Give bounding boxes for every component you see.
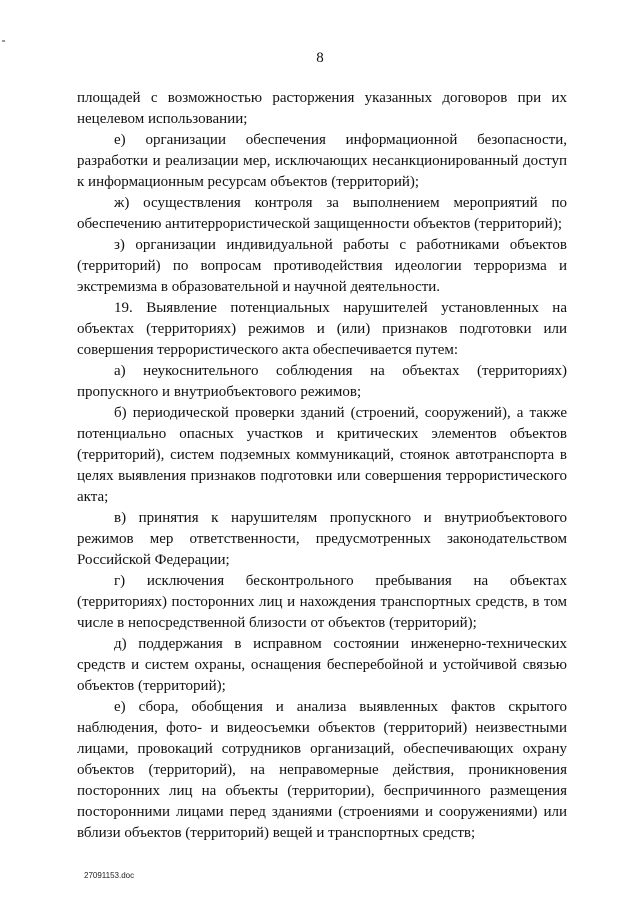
page-number: 8 — [316, 50, 324, 66]
paragraph-item-z-individual-work: з) организации индивидуальной работы с работниками объектов (территорий) по вопросам противодействия идеологии терроризма и экстремизма в образовательной и научной деятельности. — [77, 237, 567, 295]
paragraph-item-e-analysis: е) сбора, обобщения и анализа выявленных фактов скрытого наблюдения, фото- и видеосъемки объектов (территорий) неизвестными лицами, провокаций сотрудников организаций, обеспечивающих охрану объектов (территорий), на неправомерные действия, проникновения посторонних лиц на объекты (территории), беспричинного размещения посторонними лицами перед зданиями (строениями и сооружениями) или вблизи объектов (территорий) вещей и транспортных средств; — [77, 699, 567, 841]
paragraph-item-d-security-systems: д) поддержания в исправном состоянии инженерно-технических средств и систем охраны, оснащения бесперебойной и устойчивой связью объектов (территорий); — [77, 636, 567, 694]
paragraph-item-a-regime: а) неукоснительного соблюдения на объектах (территориях) пропускного и внутриобъектового режимов; — [77, 363, 567, 400]
paragraph-item-v-liability: в) принятия к нарушителям пропускного и внутриобъектового режимов мер ответственности, предусмотренных законодательством Российской Федерации; — [77, 510, 567, 568]
scan-artifact — [2, 40, 5, 42]
paragraph-section-19: 19. Выявление потенциальных нарушителей установленных на объектах (территориях) режимов и (или) признаков подготовки или совершения террористического акта обеспечивается путем: — [77, 300, 567, 358]
footer-filename: 27091153.doc — [84, 871, 135, 880]
paragraph-item-zh-control: ж) осуществления контроля за выполнением мероприятий по обеспечению антитеррористической защищенности объектов (территорий); — [77, 195, 567, 232]
paragraph-item-e-infosec: е) организации обеспечения информационной безопасности, разработки и реализации мер, исключающих несанкционированный доступ к информационным ресурсам объектов (территорий); — [77, 132, 567, 190]
paragraph-item-g-unauthorized-presence: г) исключения бесконтрольного пребывания на объектах (территориях) посторонних лиц и нахождения транспортных средств, в том числе в непосредственной близости от объектов (территорий); — [77, 573, 567, 631]
document-body — [77, 88, 567, 844]
paragraph-continuation: площадей с возможностью расторжения указанных договоров при их нецелевом использовании; — [77, 90, 567, 127]
paragraph-item-b-inspection: б) периодической проверки зданий (строений, сооружений), а также потенциально опасных участков и критических элементов объектов (территорий), систем подземных коммуникаций, стоянок автотранспорта в целях выявления признаков подготовки или совершения террористического акта; — [77, 405, 567, 505]
